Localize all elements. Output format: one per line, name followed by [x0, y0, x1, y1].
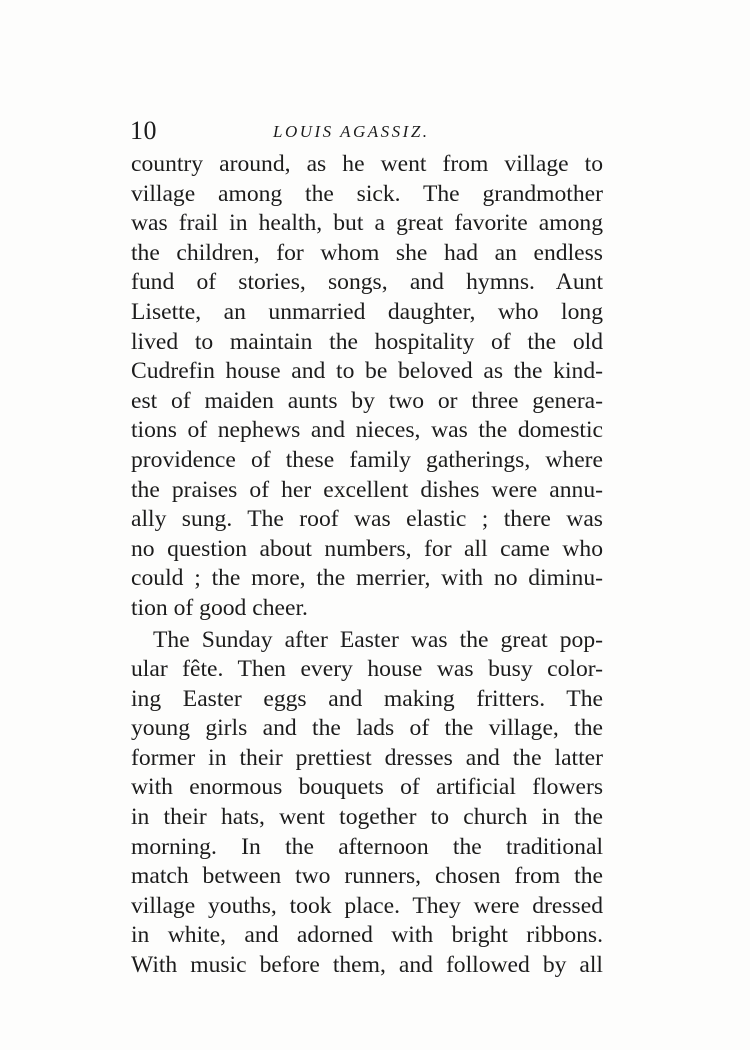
text-line: in their hats, went together to church in the	[131, 804, 603, 831]
text-line: ally sung. The roof was elastic ; there was	[131, 506, 603, 533]
text-line: lived to maintain the hospitality of the old	[131, 328, 603, 355]
text-line: match between two runners, chosen from the	[131, 863, 603, 890]
text-line: morning. In the afternoon the traditional	[131, 833, 603, 860]
text-line: young girls and the lads of the village, the	[131, 715, 603, 742]
text-line: Cudrefin house and to be beloved as the kind-	[131, 358, 603, 385]
paragraph	[131, 626, 603, 981]
text-line: The Sunday after Easter was the great pop-	[153, 626, 603, 653]
text-line: est of maiden aunts by two or three genera-	[131, 387, 603, 414]
text-line: village among the sick. The grandmother	[131, 180, 603, 207]
page-header	[130, 112, 600, 152]
running-head: LOUIS AGASSIZ.	[273, 122, 430, 141]
text-line: in white, and adorned with bright ribbons.	[131, 922, 603, 949]
text-line: fund of stories, songs, and hymns. Aunt	[131, 269, 603, 296]
text-line: ing Easter eggs and making fritters. The	[131, 685, 603, 712]
text-line: With music before them, and followed by all	[131, 952, 603, 979]
text-line: tion of good cheer.	[131, 594, 308, 621]
text-line: former in their prettiest dresses and the latter	[131, 744, 603, 771]
text-line: village youths, took place. They were dressed	[131, 892, 603, 919]
text-line: the praises of her excellent dishes were annu-	[131, 476, 603, 503]
text-line: ular fête. Then every house was busy color-	[131, 656, 603, 683]
body-text	[131, 150, 603, 981]
text-line: with enormous bouquets of artificial flowers	[131, 774, 603, 801]
text-line: could ; the more, the merrier, with no diminu-	[131, 565, 603, 592]
page-number: 10	[130, 116, 157, 145]
text-line: country around, as he went from village to	[131, 151, 603, 177]
text-line: tions of nephews and nieces, was the domestic	[131, 417, 603, 444]
paragraph	[131, 150, 603, 624]
text-line: the children, for whom she had an endless	[131, 239, 603, 266]
text-line: Lisette, an unmarried daughter, who long	[131, 298, 603, 325]
text-line: no question about numbers, for all came who	[131, 535, 603, 562]
text-line: was frail in health, but a great favorite among	[131, 210, 603, 237]
text-line: providence of these family gatherings, where	[131, 446, 603, 473]
